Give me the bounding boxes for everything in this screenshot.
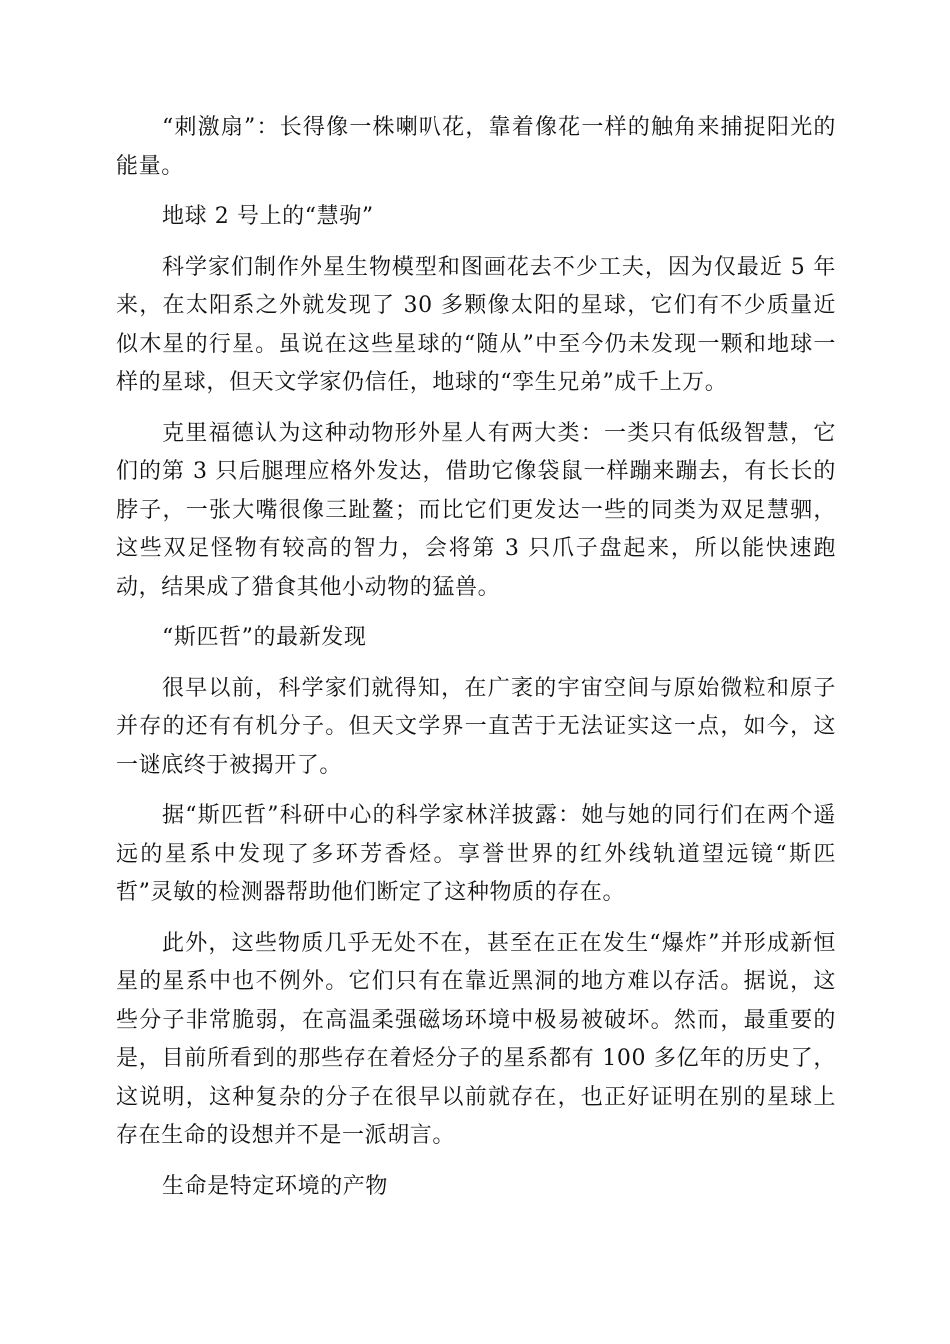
paragraph-organic-molecules: 很早以前，科学家们就得知，在广袤的宇宙空间与原始微粒和原子并存的还有有机分子。但天文学界一直苦于无法证实这一点，如今，这一谜底终于被揭开了。 bbox=[116, 675, 836, 778]
paragraph-kriford: 克里福德认为这种动物形外星人有两大类：一类只有低级智慧，它们的第 3 只后腿理应格外发达，借助它像袋鼠一样蹦来蹦去，有长长的脖子，一张大嘴很像三趾鳌；而比它们更发达一些的同类为双足慧驷，这些双足怪物有较高的智力，会将第 3 只爪子盘起来，所以能快速跑动，结果成了猎食其他小动物的猛兽。 bbox=[116, 420, 836, 600]
document-body bbox=[116, 109, 836, 1218]
paragraph-ciji-shan: “刺激扇”：长得像一株喇叭花，靠着像花一样的触角来捕捉阳光的能量。 bbox=[116, 115, 836, 179]
heading-spitzer-discovery: “斯匹哲”的最新发现 bbox=[162, 625, 367, 650]
heading-earth2-huiqu: 地球 2 号上的“慧驹” bbox=[162, 204, 374, 229]
paragraph-scientists-models: 科学家们制作外星生物模型和图画花去不少工夫，因为仅最近 5 年来，在太阳系之外就发现了 30 多颗像太阳的星球，它们有不少质量近似木星的行星。虽说在这些星球的“随从”中至今仍未发现一颗和地球一样的星球，但天文学家仍信任，地球的“孪生兄弟”成千上万。 bbox=[116, 254, 836, 395]
paragraph-lin-yang: 据“斯匹哲”科研中心的科学家林洋披露：她与她的同行们在两个遥远的星系中发现了多环芳香烃。享誉世界的红外线轨道望远镜“斯匹哲”灵敏的检测器帮助他们断定了这种物质的存在。 bbox=[116, 803, 836, 905]
heading-life-environment: 生命是特定环境的产物 bbox=[162, 1173, 389, 1199]
paragraph-besides: 此外，这些物质几乎无处不在，甚至在正在发生“爆炸”并形成新恒星的星系中也不例外。它们只有在靠近黑洞的地方难以存活。据说，这些分子非常脆弱，在高温柔强磁场环境中极易被破坏。然而，最重要的是，目前所看到的那些存在着烃分子的星系都有 100 多亿年的历史了，这说明，这种复杂的分子在很早以前就存在，也正好证明在别的星球上存在生命的设想并不是一派胡言。 bbox=[116, 930, 836, 1148]
